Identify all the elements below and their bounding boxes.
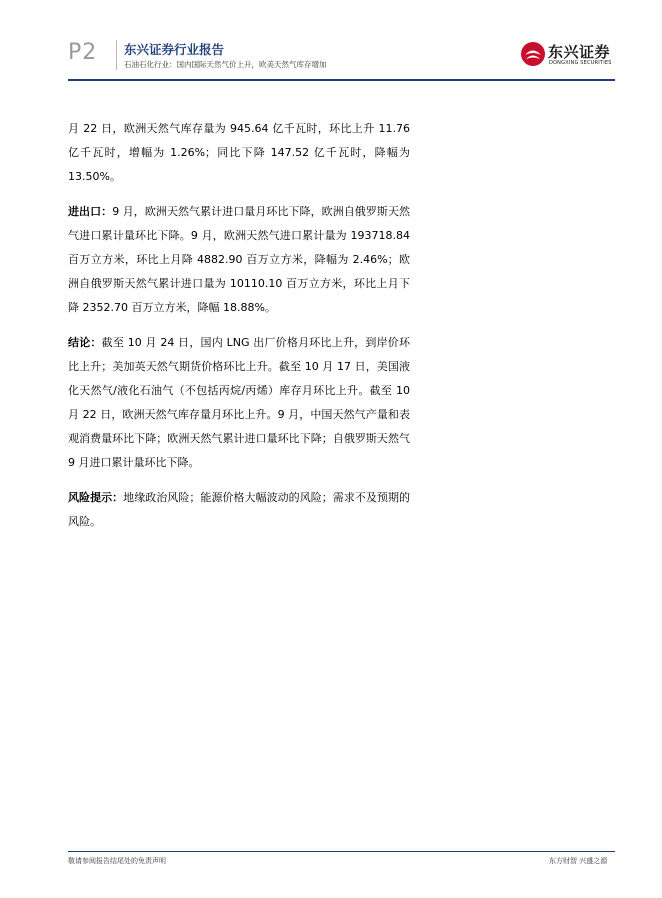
import-export-text: 9 月，欧洲天然气累计进口量月环比下降，欧洲自俄罗斯天然气进口累计量环比下降。9 月，欧洲天然气进口累计量为 193718.84 百万立方米，环比上月降 4882.90 百万立方米，降幅为 2.46%；欧洲自俄罗斯天然气累计进口量为 10110.10 百万立方米，环比上月下降 2352.70 百万立方米，降幅 18.88%。 <box>68 205 410 314</box>
footer-disclaimer: 敬请参阅报告结尾处的免责声明 <box>68 857 166 865</box>
paragraph-conclusion <box>68 331 410 475</box>
conclusion-text: 截至 10 月 24 日，国内 LNG 出厂价格月环比上升，到岸价环比上升；美加英天然气期货价格环比上升。截至 10 月 17 日，美国液化天然气/液化石油气（不包括丙烷/丙烯）库存月环比上升。截至 10 月 22 日，欧洲天然气库存量月环比上升。9 月，中国天然气产量和表观消费量环比下降；欧洲天然气累计进口量环比下降；自俄罗斯天然气 9 月进口累计量环比下降。 <box>68 336 410 469</box>
paragraph-inventory: 月 22 日，欧洲天然气库存量为 945.64 亿千瓦时，环比上升 11.76 亿千瓦时，增幅为 1.26%；同比下降 147.52 亿千瓦时，降幅为 13.50%。 <box>68 122 410 183</box>
header-divider <box>116 40 117 70</box>
report-body <box>68 117 410 545</box>
header-rule <box>68 79 615 81</box>
section-label-risk: 风险提示： <box>68 491 124 504</box>
risk-text: 地缘政治风险；能源价格大幅波动的风险；需求不及预期的风险。 <box>68 491 411 528</box>
page-number: P2 <box>68 40 98 65</box>
section-label-import-export: 进出口： <box>68 205 113 218</box>
company-logo <box>520 41 630 71</box>
paragraph-risk <box>68 486 410 534</box>
report-title: 东兴证券行业报告 <box>124 42 225 57</box>
footer-slogan: 东方财智 兴盛之源 <box>549 857 608 865</box>
report-subtitle: 石油石化行业：国内国际天然气价上升，欧美天然气库存增加 <box>124 60 327 69</box>
logo-text-en: DONGXING SECURITIES <box>549 60 612 66</box>
dongxing-logo-icon <box>520 41 546 67</box>
section-label-conclusion: 结论： <box>68 336 102 349</box>
paragraph-import-export <box>68 200 410 320</box>
logo-text-cn: 东兴证券 <box>548 43 611 61</box>
footer-rule <box>68 851 615 852</box>
